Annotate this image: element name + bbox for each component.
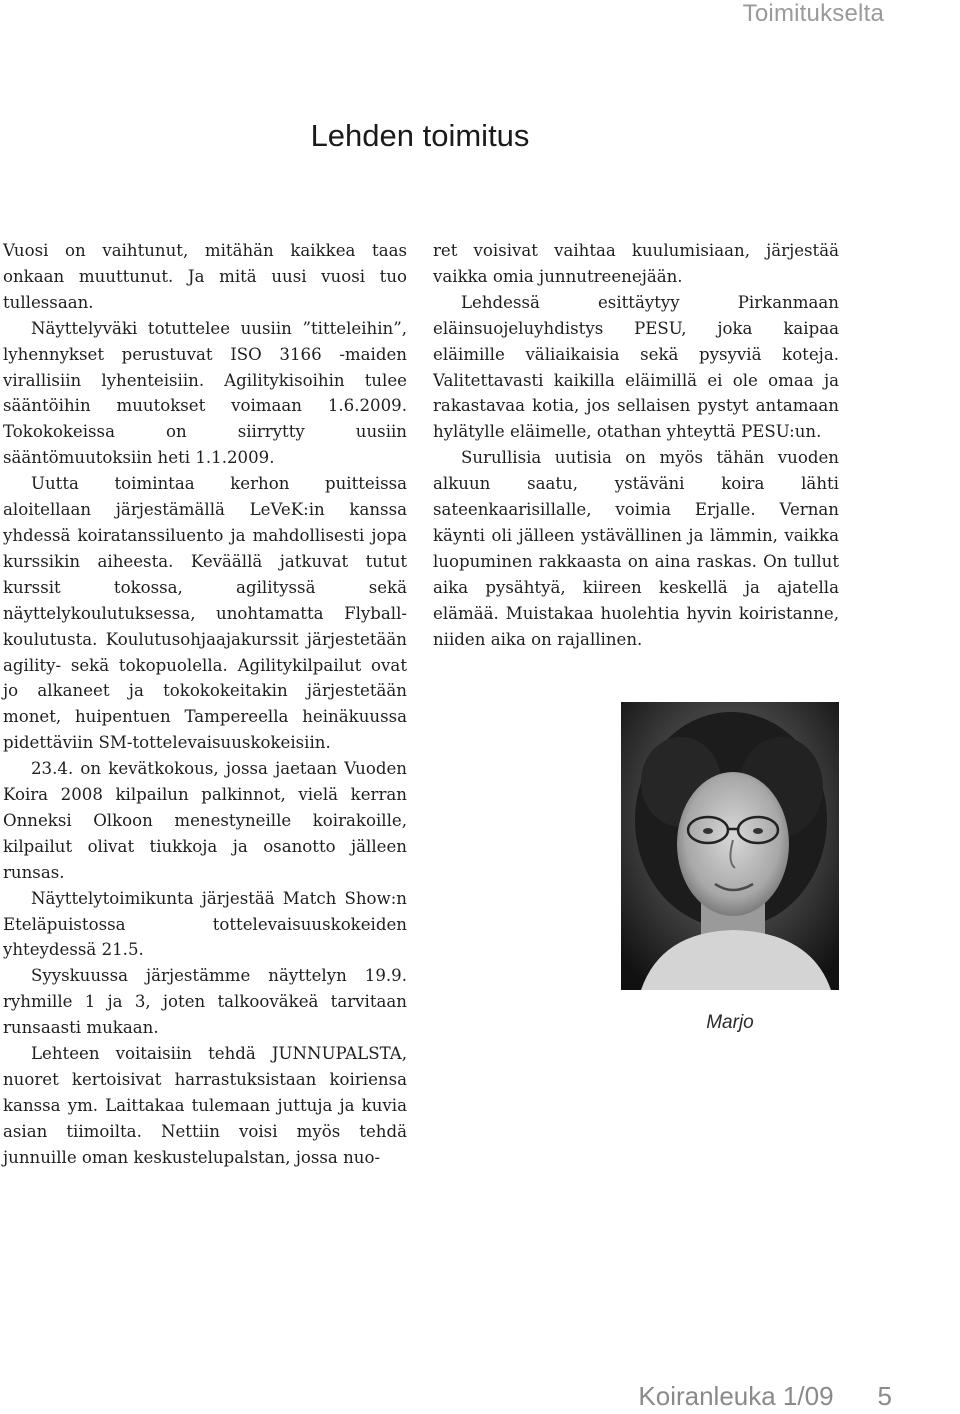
paragraph: Surullisia uutisia on myös tähän vuoden alkuun saatu, ystäväni koira lähti sateenkaarisillalle, voimia Erjalle. Vernan käynti oli jälleen ystävällinen ja lämmin, vaikka luopuminen rakkaasta on aina raskas. On tullut aika pysähtyä, kiireen keskellä ja ajatella elämää. Muistakaa huolehtia hyvin koiristanne, niiden aika on rajallinen. <box>433 448 839 649</box>
page-footer <box>638 1381 892 1412</box>
article-column-right <box>433 238 839 653</box>
paragraph: Uutta toimintaa kerhon puitteissa aloitellaan järjestämällä LeVeK:in kanssa yhdessä koiratanssiluento ja mahdollisesti jopa kurssikin aiheesta. Keväällä jatkuvat tutut kurssit tokossa, agilityssä sekä näyttelykoulutuksessa, unohtamatta Flyball-koulutusta. Koulutusohjaajakurssit järjestetään agility- sekä tokopuolella. Agilitykilpailut ovat jo alkaneet ja tokokokeitakin järjestetään monet, huipentuen Tampereella heinäkuussa pidettäviin SM-tottelevaisuuskokeisiin. <box>3 474 407 753</box>
paragraph: Lehteen voitaisiin tehdä JUNNUPALSTA, nuoret kertoisivat harrastuksistaan koiriensa kanssa ym. Laittakaa tulemaan juttuja ja kuvia asian tiimoilta. Nettiin voisi myös tehdä junnuille oman keskustelupalstan, jossa nuo- <box>3 1044 407 1167</box>
portrait-photo <box>621 702 839 990</box>
paragraph: Syyskuussa järjestämme näyttelyn 19.9. ryhmille 1 ja 3, joten talkooväkeä tarvitaan runsaasti mukaan. <box>3 966 407 1038</box>
paragraph: 23.4. on kevätkokous, jossa jaetaan Vuoden Koira 2008 kilpailun palkinnot, vielä kerran Onneksi Olkoon menestyneille koirakoille, kilpailut olivat tiukkoja ja osanotto jälleen runsas. <box>3 759 407 882</box>
portrait-illustration <box>621 702 839 990</box>
paragraph: Vuosi on vaihtunut, mitähän kaikkea taas onkaan muuttunut. Ja mitä uusi vuosi tuo tullessaan. <box>3 241 407 312</box>
paragraph: ret voisivat vaihtaa kuulumisiaan, järjestää vaikka omia junnutreenejään. <box>433 241 839 286</box>
section-label: Toimitukselta <box>742 0 884 27</box>
page-title: Lehden toimitus <box>310 118 530 153</box>
paragraph: Lehdessä esittäytyy Pirkanmaan eläinsuojeluyhdistys PESU, joka kaipaa eläimille väliaikaisia sekä pysyviä koteja. Valitettavasti kaikilla eläimillä ei ole omaa ja rakastavaa kotia, jos sellaisen pystyt antamaan hylätylle eläimelle, otathan yhteyttä PESU:un. <box>433 292 839 442</box>
page-number: 5 <box>877 1381 892 1411</box>
article-column-left <box>3 238 407 1171</box>
photo-caption: Marjo <box>706 1012 754 1033</box>
paragraph: Näyttelyväki totuttelee uusiin ”titteleihin”, lyhennykset perustuvat ISO 3166 -maiden virallisiin lyhenteisiin. Agilitykisoihin tulee sääntöihin muutokset voimaan 1.6.2009. Tokokokeissa on siirrytty uusiin sääntömuutoksiin heti 1.1.2009. <box>3 318 407 468</box>
paragraph: Näyttelytoimikunta järjestää Match Show:n Eteläpuistossa tottelevaisuuskokeiden yhteydessä 21.5. <box>3 888 407 960</box>
publication-name: Koiranleuka 1/09 <box>638 1381 834 1411</box>
